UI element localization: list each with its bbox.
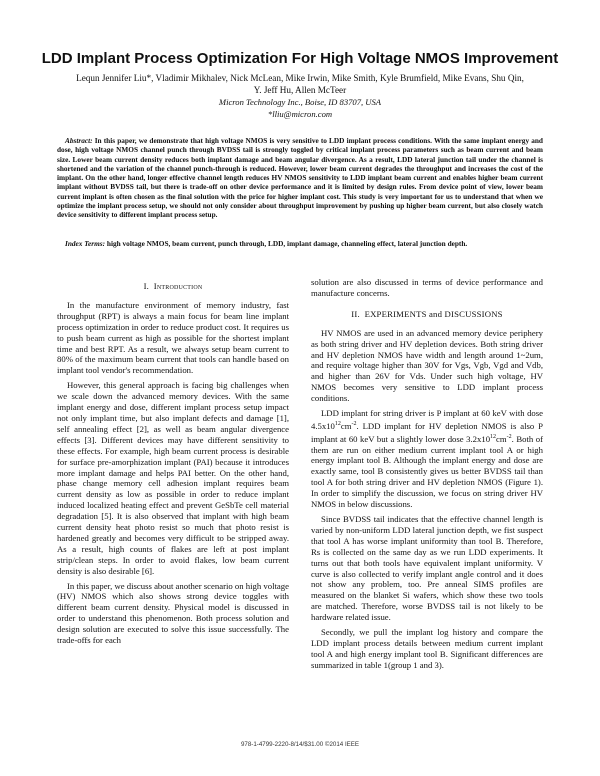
left-column — [57, 281, 289, 646]
section-2-heading — [311, 309, 543, 320]
paper-title: LDD Implant Process Optimization For High Voltage NMOS Improvement — [41, 50, 559, 67]
copyright-footer: 978-1-4799-2220-8/14/$31.00 ©2014 IEEE — [240, 741, 360, 748]
section-1-title: Introduction — [153, 281, 203, 291]
index-terms-text: high voltage NMOS, beam current, punch through, LDD, implant damage, channeling effect, lateral junction depth. — [106, 239, 468, 248]
abstract-label: Abstract: — [65, 136, 93, 145]
section-1-heading — [57, 281, 289, 292]
intro-paragraph-1: In the manufacture environment of memory industry, fast throughput (RPT) is always a main focus for beam line implant process optimization in order to reduce product cost. It requires us to push beam current as high as possible for the shortest implant time and best RPT. As a result, we always setup beam current to 80% of the maximum beam current that tools can handle based on implant tool vendor's recommendation. — [57, 299, 289, 376]
author-list — [40, 73, 560, 96]
intro-continuation: solution are also discussed in terms of device performance and manufacture concerns. — [311, 277, 543, 298]
experiments-paragraph-1: HV NMOS are used in an advanced memory device periphery as both string driver and HV depletion devices. Both string driver and HV depletion NMOS have width and length around 1~2um, and require voltage higher than 30V for Vgs, Vgb, Vgd and Vdb, and higher than 26V for Vds. Under such high voltage, HV NMOS becomes very sensitive to LDD implant process conditions. — [311, 327, 543, 404]
section-2-numeral: II. — [351, 308, 360, 319]
experiments-paragraph-3: Since BVDSS tail indicates that the effective channel length is varied by non-uniform LDD lateral junction depth, we fist suspect that tool A has worse implant uniformity than tool B. Therefore, Rs is collected on the same day as we run LDD experiments. It turns out that both tools have equivalent implant uniformity. V curve is also collected to verify implant angle control and it does not show any problem, too. Pre anneal SIMS profiles are measured on the blanket Si wafers, which show these two tools are matched. Therefore, worse BVDSS tail is not likely to be hardware related issue. — [311, 514, 543, 623]
experiments-paragraph-2: LDD implant for string driver is P implant at 60 keV with dose $4.5x10^{12}cm^{-2}$. LDD implant for HV depletion NMOS is also P implant at 60 keV but a slightly lower dose $3.2x10^{12}cm^{-2}$. Both of them are run on either medium current implant tool A or high energy implant tool B. Although the implant energy and dose are exactly same, tool B consistently gives us better BVDSS tail than tool A for both string driver and HV depletion NMOS (Figure 1). In order to simplify the discussion, we focus on string driver HV NMOS in below discussions. — [311, 408, 543, 510]
index-terms-label: Index Terms: — [65, 239, 106, 248]
right-column — [311, 277, 543, 671]
section-1-numeral: I. — [143, 281, 150, 291]
affiliation: Micron Technology Inc., Boise, ID 83707, USA — [218, 97, 382, 107]
experiments-paragraph-4: Secondly, we pull the implant log history and compare the LDD implant process details between medium current implant tool A and high energy implant tool B. Significant differences are summarized in table 1(group 1 and 3). — [311, 627, 543, 670]
author-email: *lliu@micron.com — [267, 109, 333, 119]
abstract — [57, 136, 543, 220]
section-2-title: EXPERIMENTS and DISCUSSIONS — [364, 308, 503, 319]
index-terms — [57, 239, 543, 248]
intro-paragraph-3: In this paper, we discuss about another scenario on high voltage (HV) NMOS which also shows strong device toggles with different beam current density. Physical model is discussed in order to understand this phenomenon. Both process solution and design solution are executed to solve this issue successfully. The trade-offs for each — [57, 580, 289, 646]
abstract-text: In this paper, we demonstrate that high voltage NMOS is very sensitive to LDD implant process conditions. With the same implant energy and dose, high voltage NMOS channel punch through BVDSS tail is strongly toggled by critical implant process parameters such as beam current and beam size. Lower beam current density reduces both implant damage and beam angular divergence. As a result, LDD lateral junction tail under the channel is shortened and the variation of the channel punch-through is reduced. However, lower beam current degrades the throughput and increases the cost of the implant. On the other hand, longer effective channel length reduces HV NMOS sensitivity to LDD implant beam current and enables higher beam current implant without BVDSS tail, but there is trade-off on other device performance and it is limited by design rules. From device point of view, lower beam current implant is often chosen as the final solution with the price for higher implant cost. This study is very important for us to understand that when we optimize the implant process setup, we should not only consider about throughput improvement by pushing up higher beam current, but also closely watch device sensitivity to different implant process setup. — [57, 136, 543, 220]
intro-paragraph-2: However, this general approach is facing big challenges when we scale down the advanced memory devices. With the same implant energy and dose, different implant process setup impact not only implant time, but also implant defects and damage [1], self annealing effect [2], as well as beam angular divergence effects [3]. Different devices may have different sensitivity to these effects. For example, high beam current process is desirable for surface pre-amorphization implant (PAI) because it introduces more implant damage and helps PAI better. On the other hand, phase change memory cell adhesion implant requires beam current density as low as possible in order to reduce implant induced localized heating effect and prevent GeSbTe cell material degradation [5]. It is also observed that implant with high beam current density heat photo resist so much that photo resist is hardened greatly and becomes very difficult to be stripped away. As a result, high counts of flakes are left at post implant strip/clean steps. In order to avoid flakes, low beam current density is also desirable [6]. — [57, 380, 289, 576]
authors-line-1: Lequn Jennifer Liu*, Vladimir Mikhalev, Nick McLean, Mike Irwin, Mike Smith, Kyle Brumfield, Mike Evans, Shu Qin, — [76, 73, 524, 83]
authors-line-2: Y. Jeff Hu, Allen McTeer — [253, 84, 347, 95]
